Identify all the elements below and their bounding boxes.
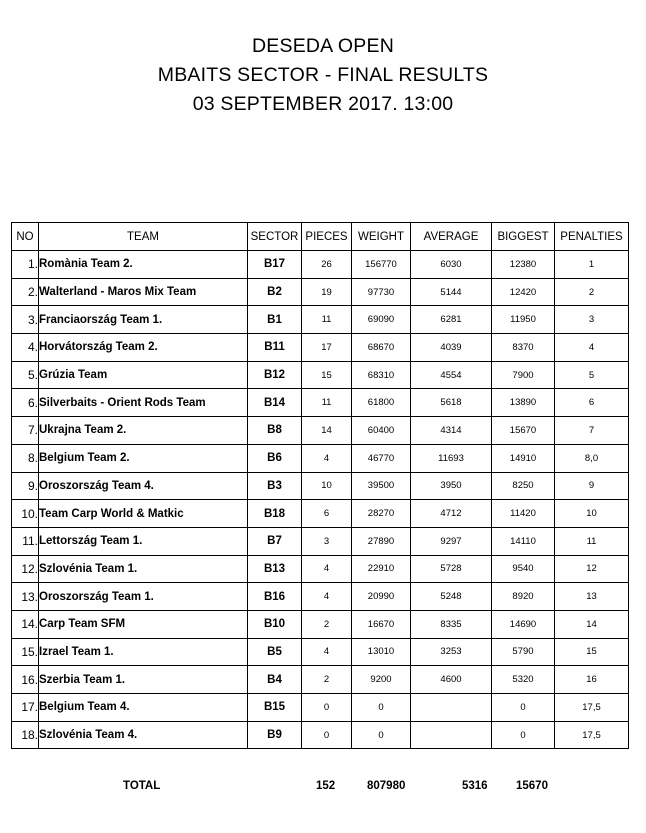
cell-penalties: 4 [555, 334, 629, 362]
cell-average: 4039 [411, 334, 492, 362]
cell-sector: B2 [248, 278, 302, 306]
cell-average: 4314 [411, 417, 492, 445]
cell-weight: 9200 [352, 666, 411, 694]
cell-sector: B17 [248, 251, 302, 279]
cell-average: 5618 [411, 389, 492, 417]
cell-team: Ukrajna Team 2. [39, 417, 248, 445]
cell-weight: 27890 [352, 527, 411, 555]
cell-weight: 46770 [352, 444, 411, 472]
cell-weight: 13010 [352, 638, 411, 666]
table-row [12, 306, 629, 334]
cell-biggest: 8250 [492, 472, 555, 500]
cell-average: 4712 [411, 500, 492, 528]
cell-penalties: 16 [555, 666, 629, 694]
cell-team: Franciaország Team 1. [39, 306, 248, 334]
table-row [12, 638, 629, 666]
cell-pieces: 4 [302, 638, 352, 666]
cell-weight: 28270 [352, 500, 411, 528]
cell-team: Romània Team 2. [39, 251, 248, 279]
cell-sector: B8 [248, 417, 302, 445]
cell-pieces: 6 [302, 500, 352, 528]
cell-team: Belgium Team 4. [39, 694, 248, 722]
cell-penalties: 10 [555, 500, 629, 528]
cell-pieces: 2 [302, 666, 352, 694]
cell-weight: 60400 [352, 417, 411, 445]
cell-biggest: 5320 [492, 666, 555, 694]
title-line-date: 03 SEPTEMBER 2017. 13:00 [192, 93, 454, 115]
cell-average: 4554 [411, 361, 492, 389]
cell-penalties: 7 [555, 417, 629, 445]
cell-average: 5248 [411, 583, 492, 611]
table-row [12, 527, 629, 555]
cell-sector: B13 [248, 555, 302, 583]
cell-penalties: 17,5 [555, 694, 629, 722]
cell-biggest: 8370 [492, 334, 555, 362]
cell-penalties: 12 [555, 555, 629, 583]
cell-no: 9. [12, 472, 39, 500]
cell-no: 11. [12, 527, 39, 555]
cell-team: Lettország Team 1. [39, 527, 248, 555]
cell-pieces: 19 [302, 278, 352, 306]
cell-average: 9297 [411, 527, 492, 555]
col-header-team: TEAM [39, 223, 248, 251]
cell-pieces: 4 [302, 555, 352, 583]
cell-team: Belgium Team 2. [39, 444, 248, 472]
cell-pieces: 14 [302, 417, 352, 445]
cell-average: 3950 [411, 472, 492, 500]
cell-pieces: 4 [302, 444, 352, 472]
cell-biggest: 0 [492, 721, 555, 749]
table-row [12, 444, 629, 472]
cell-sector: B14 [248, 389, 302, 417]
cell-biggest: 14690 [492, 610, 555, 638]
cell-average [411, 694, 492, 722]
cell-biggest: 15670 [492, 417, 555, 445]
col-header-no: NO [12, 223, 39, 251]
cell-sector: B4 [248, 666, 302, 694]
table-row [12, 500, 629, 528]
cell-team: Horvátország Team 2. [39, 334, 248, 362]
cell-biggest: 14910 [492, 444, 555, 472]
cell-no: 7. [12, 417, 39, 445]
cell-team: Oroszország Team 1. [39, 583, 248, 611]
col-header-penalties: PENALTIES [555, 223, 629, 251]
cell-sector: B18 [248, 500, 302, 528]
table-row [12, 583, 629, 611]
cell-penalties: 13 [555, 583, 629, 611]
cell-penalties: 14 [555, 610, 629, 638]
cell-no: 10. [12, 500, 39, 528]
cell-no: 8. [12, 444, 39, 472]
cell-pieces: 2 [302, 610, 352, 638]
cell-no: 12. [12, 555, 39, 583]
cell-no: 16. [12, 666, 39, 694]
cell-biggest: 7900 [492, 361, 555, 389]
cell-weight: 97730 [352, 278, 411, 306]
cell-penalties: 15 [555, 638, 629, 666]
cell-weight: 156770 [352, 251, 411, 279]
cell-team: Walterland - Maros Mix Team [39, 278, 248, 306]
cell-average: 11693 [411, 444, 492, 472]
cell-sector: B16 [248, 583, 302, 611]
cell-weight: 22910 [352, 555, 411, 583]
cell-penalties: 8,0 [555, 444, 629, 472]
cell-penalties: 3 [555, 306, 629, 334]
document-title [0, 32, 646, 119]
cell-pieces: 17 [302, 334, 352, 362]
cell-weight: 16670 [352, 610, 411, 638]
col-header-sector: SECTOR [248, 223, 302, 251]
table-row [12, 666, 629, 694]
cell-weight: 0 [352, 694, 411, 722]
table-row [12, 610, 629, 638]
cell-team: Grúzia Team [39, 361, 248, 389]
cell-weight: 69090 [352, 306, 411, 334]
cell-sector: B12 [248, 361, 302, 389]
cell-average: 6281 [411, 306, 492, 334]
cell-no: 5. [12, 361, 39, 389]
table-row [12, 389, 629, 417]
cell-biggest: 11950 [492, 306, 555, 334]
table-row [12, 278, 629, 306]
cell-sector: B11 [248, 334, 302, 362]
cell-average: 8335 [411, 610, 492, 638]
col-header-biggest: BIGGEST [492, 223, 555, 251]
cell-penalties: 5 [555, 361, 629, 389]
title-line-event: DESEDA OPEN [252, 35, 394, 57]
cell-penalties: 11 [555, 527, 629, 555]
cell-sector: B1 [248, 306, 302, 334]
cell-pieces: 4 [302, 583, 352, 611]
cell-penalties: 6 [555, 389, 629, 417]
table-row [12, 417, 629, 445]
cell-pieces: 0 [302, 694, 352, 722]
cell-team: Szlovénia Team 4. [39, 721, 248, 749]
cell-biggest: 8920 [492, 583, 555, 611]
cell-pieces: 0 [302, 721, 352, 749]
cell-weight: 61800 [352, 389, 411, 417]
table-row [12, 361, 629, 389]
cell-penalties: 2 [555, 278, 629, 306]
cell-biggest: 12380 [492, 251, 555, 279]
cell-biggest: 11420 [492, 500, 555, 528]
cell-no: 2. [12, 278, 39, 306]
total-pieces: 152 [316, 780, 336, 792]
cell-weight: 68670 [352, 334, 411, 362]
cell-weight: 0 [352, 721, 411, 749]
cell-biggest: 5790 [492, 638, 555, 666]
cell-penalties: 9 [555, 472, 629, 500]
cell-biggest: 14110 [492, 527, 555, 555]
cell-team: Carp Team SFM [39, 610, 248, 638]
table-row [12, 334, 629, 362]
table-row [12, 472, 629, 500]
cell-no: 1. [12, 251, 39, 279]
cell-sector: B6 [248, 444, 302, 472]
cell-no: 15. [12, 638, 39, 666]
cell-no: 4. [12, 334, 39, 362]
totals-row [0, 780, 646, 800]
cell-sector: B10 [248, 610, 302, 638]
table-row [12, 251, 629, 279]
cell-pieces: 11 [302, 389, 352, 417]
cell-no: 17. [12, 694, 39, 722]
cell-pieces: 3 [302, 527, 352, 555]
cell-biggest: 0 [492, 694, 555, 722]
table-row [12, 555, 629, 583]
total-average: 5316 [462, 780, 488, 792]
title-line-sector: MBAITS SECTOR - FINAL RESULTS [157, 64, 489, 86]
cell-average: 5728 [411, 555, 492, 583]
cell-no: 18. [12, 721, 39, 749]
cell-sector: B5 [248, 638, 302, 666]
cell-team: Silverbaits - Orient Rods Team [39, 389, 248, 417]
results-table [11, 222, 629, 749]
cell-team: Izrael Team 1. [39, 638, 248, 666]
header-row [12, 223, 629, 251]
cell-sector: B7 [248, 527, 302, 555]
cell-average: 5144 [411, 278, 492, 306]
cell-average: 3253 [411, 638, 492, 666]
cell-pieces: 26 [302, 251, 352, 279]
cell-pieces: 11 [302, 306, 352, 334]
cell-weight: 68310 [352, 361, 411, 389]
cell-penalties: 1 [555, 251, 629, 279]
cell-average [411, 721, 492, 749]
cell-team: Oroszország Team 4. [39, 472, 248, 500]
cell-no: 14. [12, 610, 39, 638]
total-label: TOTAL [123, 780, 161, 792]
total-biggest: 15670 [516, 780, 548, 792]
table-row [12, 721, 629, 749]
cell-team: Szlovénia Team 1. [39, 555, 248, 583]
col-header-weight: WEIGHT [352, 223, 411, 251]
cell-sector: B3 [248, 472, 302, 500]
cell-pieces: 15 [302, 361, 352, 389]
cell-sector: B15 [248, 694, 302, 722]
cell-biggest: 12420 [492, 278, 555, 306]
cell-no: 6. [12, 389, 39, 417]
cell-weight: 20990 [352, 583, 411, 611]
cell-sector: B9 [248, 721, 302, 749]
cell-team: Szerbia Team 1. [39, 666, 248, 694]
cell-no: 3. [12, 306, 39, 334]
cell-average: 6030 [411, 251, 492, 279]
cell-pieces: 10 [302, 472, 352, 500]
cell-team: Team Carp World & Matkic [39, 500, 248, 528]
col-header-average: AVERAGE [411, 223, 492, 251]
cell-biggest: 9540 [492, 555, 555, 583]
cell-weight: 39500 [352, 472, 411, 500]
col-header-pieces: PIECES [302, 223, 352, 251]
cell-average: 4600 [411, 666, 492, 694]
total-weight: 807980 [367, 780, 406, 792]
cell-penalties: 17,5 [555, 721, 629, 749]
table-row [12, 694, 629, 722]
cell-biggest: 13890 [492, 389, 555, 417]
cell-no: 13. [12, 583, 39, 611]
